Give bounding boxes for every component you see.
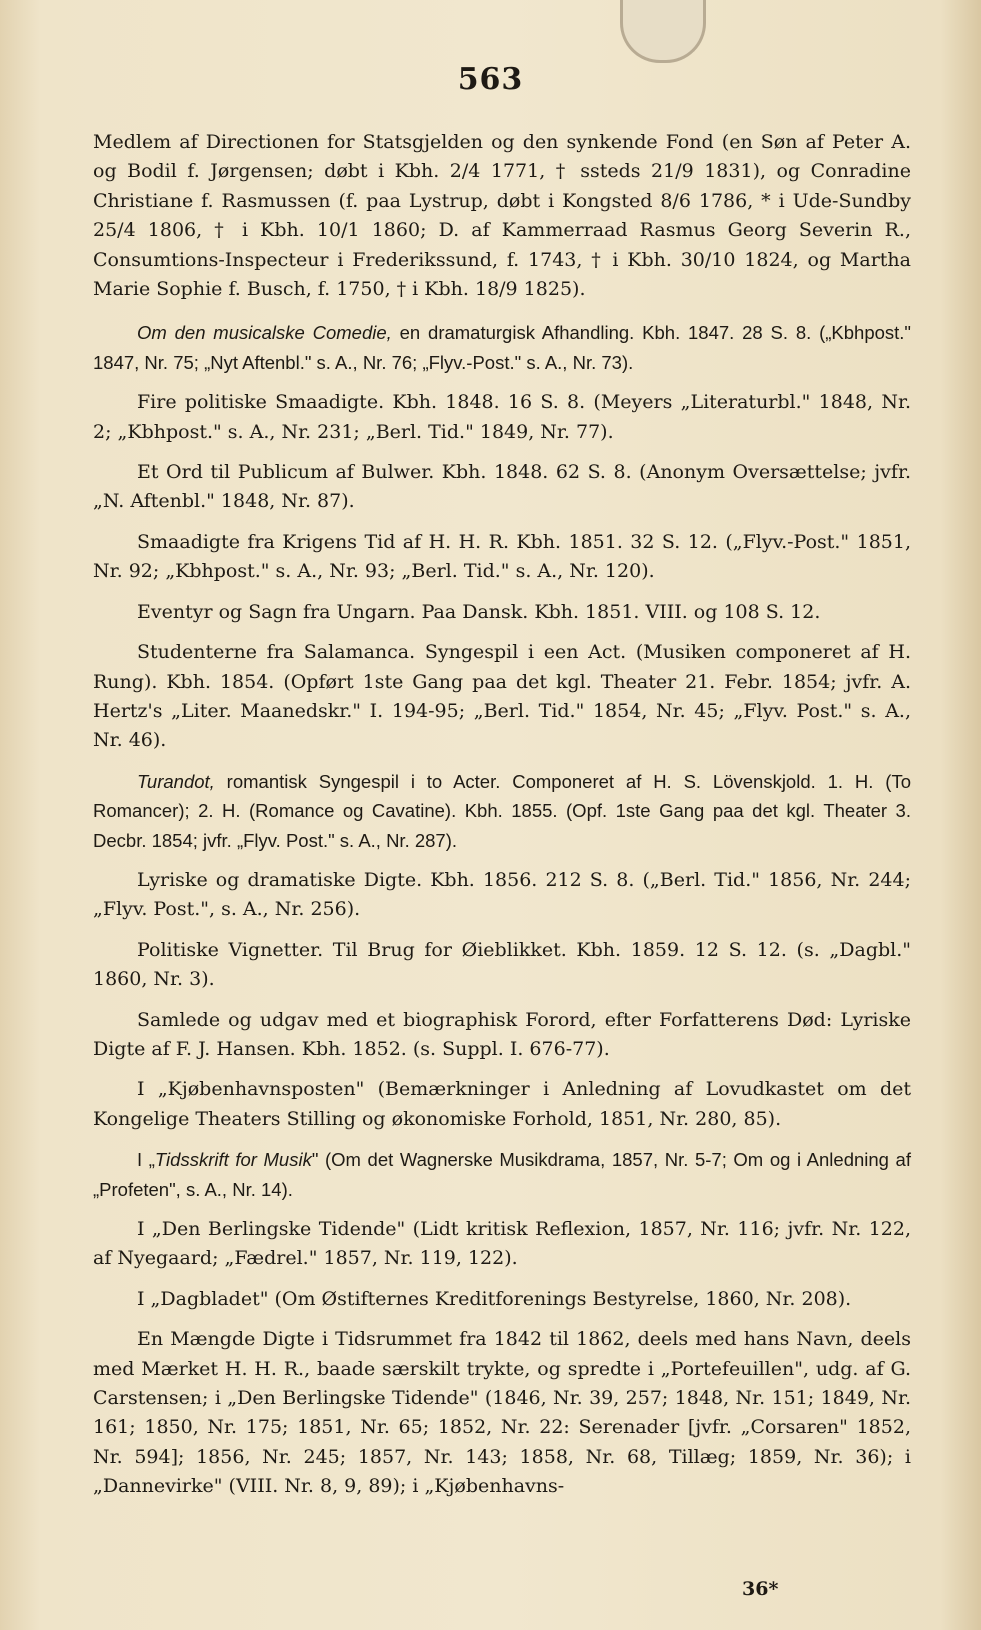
binder-clip bbox=[620, 0, 706, 63]
entry-text: en dramaturgisk Afhandling. Kbh. 1847. 28 S. 8. („Kbhpost." 1847, Nr. 75; „Nyt Aftenbl." s. A., Nr. 76; „Flyv.-Post." s. A., Nr. 73). bbox=[93, 322, 911, 373]
page-number: 563 bbox=[457, 62, 524, 97]
paragraph-entry: I „Den Berlingske Tidende" (Lidt kritisk Reflexion, 1857, Nr. 116; jvfr. Nr. 122, af Nyegaard; „Fædrel." 1857, Nr. 119, 122). bbox=[93, 1218, 911, 1270]
paragraph-entry: Studenterne fra Salamanca. Syngespil i een Act. (Musiken componeret af H. Rung). Kbh. 1854. (Opført 1ste Gang paa det kgl. Theater 21. Febr. 1854; jvfr. A. Hertz's „Liter. Maanedskr." I. 194-95; „Berl. Tid." 1854, Nr. 45; „Flyv. Post." s. A., Nr. 46). bbox=[93, 641, 911, 752]
work-title: Tidsskrift for Musik bbox=[154, 1149, 312, 1171]
entry-text: romantisk Syngespil i to Acter. Componeret af H. S. Lövenskjold. 1. H. (To Romancer); 2. H. (Romance og Cavatine). Kbh. 1855. (Opf. 1ste Gang paa det kgl. Theater 3. Decbr. 1854; jvfr. „Flyv. Post." s. A., Nr. 287). bbox=[93, 770, 911, 851]
paragraph-entry: I „Dagbladet" (Om Østifternes Kreditforenings Bestyrelse, 1860, Nr. 208). bbox=[137, 1287, 852, 1310]
paragraph-entry: Lyriske og dramatiske Digte. Kbh. 1856. 212 S. 8. („Berl. Tid." 1856, Nr. 244; „Flyv. Post.", s. A., Nr. 256). bbox=[93, 868, 911, 921]
paragraph-entry: Eventyr og Sagn fra Ungarn. Paa Dansk. Kbh. 1851. VIII. og 108 S. 12. bbox=[137, 600, 821, 623]
text-body bbox=[93, 128, 911, 1513]
paragraph-biography: Medlem af Directionen for Statsgjelden og den synkende Fond (en Søn af Peter A. og Bodil f. Jørgensen; døbt i Kbh. 2/4 1771, † ssteds 21/9 1831), og Conradine Christiane f. Rasmussen (f. paa Lystrup, døbt i Kongsted 8/6 1786, * i Ude-Sundby 25/4 1806, † i Kbh. 10/1 1860; D. af Kammerraad Rasmus Georg Severin R., Consumtions-Inspecteur i Frederikssund, f. 1743, † i Kbh. 30/10 1824, og Martha Marie Sophie f. Busch, f. 1750, † i Kbh. 18/9 1825). bbox=[93, 131, 911, 301]
signature-mark: 36* bbox=[742, 1578, 779, 1600]
paragraph-entry: Samlede og udgav med et biographisk Forord, efter Forfatterens Død: Lyriske Digte af F. J. Hansen. Kbh. 1852. (s. Suppl. I. 676-77). bbox=[93, 1008, 911, 1060]
paragraph-entry: Smaadigte fra Krigens Tid af H. H. R. Kbh. 1851. 32 S. 12. („Flyv.-Post." 1851, Nr. 92; „Kbhpost." s. A., Nr. 93; „Berl. Tid." s. A., Nr. 120). bbox=[93, 530, 911, 583]
entry-text: " (Om det Wagnerske Musikdrama, 1857, Nr. 5-7; Om og i Anledning af „Profeten", s. A., Nr. 14). bbox=[93, 1149, 911, 1200]
paragraph-entry: Et Ord til Publicum af Bulwer. Kbh. 1848. 62 S. 8. (Anonym Oversættelse; jvfr. „N. Aftenbl." 1848, Nr. 87). bbox=[93, 461, 911, 513]
work-title: Turandot, bbox=[137, 770, 215, 792]
entry-prefix: I „ bbox=[137, 1149, 155, 1171]
paragraph-entry: I „Kjøbenhavnsposten" (Bemærkninger i Anledning af Lovudkastet om det Kongelige Theaters Stilling og økonomiske Forhold, 1851, Nr. 280, 85). bbox=[93, 1078, 911, 1130]
paragraph-entry bbox=[93, 318, 911, 377]
paragraph-entry bbox=[93, 767, 911, 855]
paragraph-entry: En Mængde Digte i Tidsrummet fra 1842 til 1862, deels med hans Navn, deels med Mærket H. H. R., baade særskilt trykte, og spredte i „Portefeuillen", udg. af G. Carstensen; i „Den Berlingske Tidende" (1846, Nr. 39, 257; 1848, Nr. 151; 1849, Nr. 161; 1850, Nr. 175; 1851, Nr. 65; 1852, Nr. 22: Serenader [jvfr. „Corsaren" 1852, Nr. 594]; 1856, Nr. 245; 1857, Nr. 143; 1858, Nr. 68, Tillæg; 1859, Nr. 36); i „Dannevirke" (VIII. Nr. 8, 9, 89); i „Kjøbenhavns- bbox=[93, 1328, 911, 1498]
work-title: Om den musicalske Comedie, bbox=[137, 322, 392, 344]
paragraph-entry: Fire politiske Smaadigte. Kbh. 1848. 16 S. 8. (Meyers „Literaturbl." 1848, Nr. 2; „Kbhpost." s. A., Nr. 231; „Berl. Tid." 1849, Nr. 77). bbox=[93, 391, 911, 443]
paragraph-entry: Politiske Vignetter. Til Brug for Øieblikket. Kbh. 1859. 12 S. 12. (s. „Dagbl." 1860, Nr. 3). bbox=[93, 938, 911, 991]
paragraph-entry bbox=[93, 1145, 911, 1204]
